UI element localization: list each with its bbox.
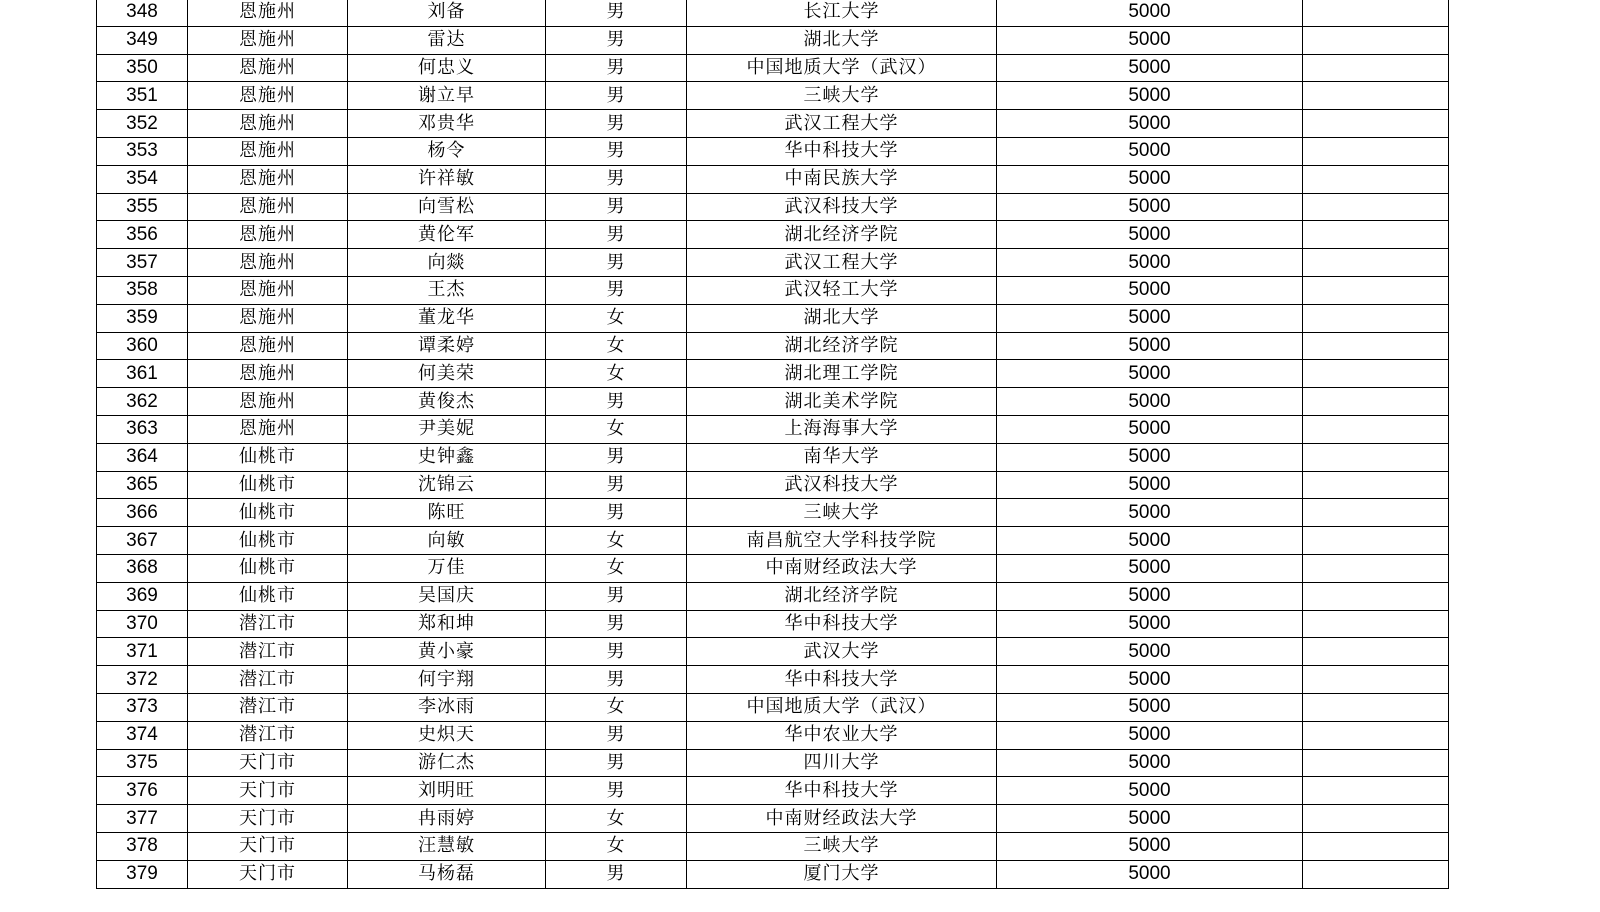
gender-cell: 男 [546,777,687,805]
region-cell: 仙桃市 [188,554,348,582]
amount-cell: 5000 [997,82,1303,110]
row-number-cell: 366 [97,499,188,527]
region-cell: 恩施州 [188,388,348,416]
row-number-cell: 358 [97,276,188,304]
region-cell: 恩施州 [188,137,348,165]
amount-cell: 5000 [997,554,1303,582]
table-row [97,221,1449,249]
region-cell: 恩施州 [188,54,348,82]
amount-cell: 5000 [997,276,1303,304]
gender-cell: 男 [546,26,687,54]
school-cell: 华中农业大学 [687,721,997,749]
table-row [97,276,1449,304]
student-name-cell: 许祥敏 [348,165,546,193]
amount-cell: 5000 [997,415,1303,443]
note-cell [1303,832,1449,860]
region-cell: 恩施州 [188,276,348,304]
amount-cell: 5000 [997,610,1303,638]
school-cell: 南昌航空大学科技学院 [687,527,997,555]
gender-cell: 男 [546,221,687,249]
student-name-cell: 王杰 [348,276,546,304]
school-cell: 湖北美术学院 [687,388,997,416]
student-name-cell: 马杨磊 [348,860,546,888]
table-row [97,165,1449,193]
amount-cell: 5000 [997,777,1303,805]
student-name-cell: 陈旺 [348,499,546,527]
region-cell: 恩施州 [188,82,348,110]
student-name-cell: 汪慧敏 [348,832,546,860]
note-cell [1303,666,1449,694]
amount-cell: 5000 [997,860,1303,888]
table-row [97,554,1449,582]
gender-cell: 女 [546,693,687,721]
gender-cell: 女 [546,805,687,833]
school-cell: 武汉工程大学 [687,249,997,277]
note-cell [1303,249,1449,277]
row-number-cell: 368 [97,554,188,582]
region-cell: 仙桃市 [188,443,348,471]
note-cell [1303,276,1449,304]
school-cell: 武汉大学 [687,638,997,666]
note-cell [1303,82,1449,110]
gender-cell: 男 [546,82,687,110]
student-name-cell: 黄俊杰 [348,388,546,416]
note-cell [1303,610,1449,638]
region-cell: 潜江市 [188,721,348,749]
note-cell [1303,388,1449,416]
table-row [97,582,1449,610]
note-cell [1303,805,1449,833]
student-name-cell: 郑和坤 [348,610,546,638]
row-number-cell: 362 [97,388,188,416]
region-cell: 天门市 [188,860,348,888]
region-cell: 恩施州 [188,165,348,193]
table-row [97,443,1449,471]
region-cell: 恩施州 [188,360,348,388]
amount-cell: 5000 [997,499,1303,527]
school-cell: 三峡大学 [687,832,997,860]
note-cell [1303,137,1449,165]
roster-body [97,0,1449,888]
table-row [97,415,1449,443]
gender-cell: 男 [546,443,687,471]
school-cell: 中南财经政法大学 [687,554,997,582]
amount-cell: 5000 [997,721,1303,749]
roster-sheet [96,0,1448,889]
note-cell [1303,193,1449,221]
roster-table [96,0,1449,889]
student-name-cell: 刘备 [348,0,546,26]
gender-cell: 女 [546,304,687,332]
table-row [97,360,1449,388]
row-number-cell: 349 [97,26,188,54]
school-cell: 湖北经济学院 [687,582,997,610]
gender-cell: 男 [546,638,687,666]
table-row [97,638,1449,666]
school-cell: 长江大学 [687,0,997,26]
gender-cell: 男 [546,249,687,277]
gender-cell: 男 [546,666,687,694]
note-cell [1303,777,1449,805]
row-number-cell: 361 [97,360,188,388]
student-name-cell: 谭柔婷 [348,332,546,360]
note-cell [1303,165,1449,193]
student-name-cell: 黄小豪 [348,638,546,666]
student-name-cell: 邓贵华 [348,110,546,138]
table-row [97,388,1449,416]
student-name-cell: 向敏 [348,527,546,555]
student-name-cell: 尹美妮 [348,415,546,443]
row-number-cell: 365 [97,471,188,499]
table-row [97,332,1449,360]
table-row [97,527,1449,555]
student-name-cell: 雷达 [348,26,546,54]
gender-cell: 男 [546,193,687,221]
note-cell [1303,0,1449,26]
student-name-cell: 谢立早 [348,82,546,110]
amount-cell: 5000 [997,332,1303,360]
row-number-cell: 353 [97,137,188,165]
gender-cell: 男 [546,860,687,888]
amount-cell: 5000 [997,26,1303,54]
amount-cell: 5000 [997,388,1303,416]
region-cell: 潜江市 [188,666,348,694]
amount-cell: 5000 [997,693,1303,721]
amount-cell: 5000 [997,360,1303,388]
table-row [97,304,1449,332]
amount-cell: 5000 [997,471,1303,499]
amount-cell: 5000 [997,193,1303,221]
amount-cell: 5000 [997,443,1303,471]
student-name-cell: 游仁杰 [348,749,546,777]
gender-cell: 男 [546,582,687,610]
note-cell [1303,221,1449,249]
gender-cell: 男 [546,721,687,749]
table-row [97,860,1449,888]
region-cell: 仙桃市 [188,471,348,499]
note-cell [1303,749,1449,777]
table-row [97,777,1449,805]
school-cell: 湖北经济学院 [687,221,997,249]
row-number-cell: 360 [97,332,188,360]
row-number-cell: 363 [97,415,188,443]
student-name-cell: 史炽天 [348,721,546,749]
region-cell: 恩施州 [188,110,348,138]
note-cell [1303,304,1449,332]
school-cell: 华中科技大学 [687,610,997,638]
note-cell [1303,415,1449,443]
region-cell: 仙桃市 [188,499,348,527]
student-name-cell: 杨令 [348,137,546,165]
school-cell: 华中科技大学 [687,137,997,165]
table-row [97,499,1449,527]
table-row [97,26,1449,54]
student-name-cell: 黄伦军 [348,221,546,249]
row-number-cell: 370 [97,610,188,638]
student-name-cell: 何美荣 [348,360,546,388]
amount-cell: 5000 [997,137,1303,165]
student-name-cell: 刘明旺 [348,777,546,805]
table-row [97,471,1449,499]
note-cell [1303,54,1449,82]
table-row [97,805,1449,833]
table-row [97,137,1449,165]
row-number-cell: 355 [97,193,188,221]
student-name-cell: 何宇翔 [348,666,546,694]
student-name-cell: 李冰雨 [348,693,546,721]
student-name-cell: 沈锦云 [348,471,546,499]
school-cell: 厦门大学 [687,860,997,888]
gender-cell: 女 [546,527,687,555]
school-cell: 武汉轻工大学 [687,276,997,304]
gender-cell: 男 [546,749,687,777]
amount-cell: 5000 [997,221,1303,249]
school-cell: 武汉科技大学 [687,471,997,499]
gender-cell: 男 [546,471,687,499]
student-name-cell: 何忠义 [348,54,546,82]
region-cell: 恩施州 [188,0,348,26]
school-cell: 三峡大学 [687,499,997,527]
student-name-cell: 史钟鑫 [348,443,546,471]
note-cell [1303,554,1449,582]
student-name-cell: 向雪松 [348,193,546,221]
row-number-cell: 350 [97,54,188,82]
gender-cell: 男 [546,499,687,527]
region-cell: 天门市 [188,805,348,833]
row-number-cell: 375 [97,749,188,777]
amount-cell: 5000 [997,832,1303,860]
table-row [97,666,1449,694]
row-number-cell: 351 [97,82,188,110]
amount-cell: 5000 [997,805,1303,833]
gender-cell: 男 [546,0,687,26]
gender-cell: 男 [546,388,687,416]
row-number-cell: 372 [97,666,188,694]
gender-cell: 男 [546,137,687,165]
table-row [97,82,1449,110]
row-number-cell: 356 [97,221,188,249]
row-number-cell: 379 [97,860,188,888]
region-cell: 恩施州 [188,332,348,360]
region-cell: 恩施州 [188,415,348,443]
school-cell: 上海海事大学 [687,415,997,443]
note-cell [1303,582,1449,610]
row-number-cell: 364 [97,443,188,471]
school-cell: 中国地质大学（武汉） [687,54,997,82]
school-cell: 三峡大学 [687,82,997,110]
gender-cell: 女 [546,832,687,860]
region-cell: 潜江市 [188,693,348,721]
region-cell: 天门市 [188,749,348,777]
student-name-cell: 董龙华 [348,304,546,332]
student-name-cell: 冉雨婷 [348,805,546,833]
table-row [97,0,1449,26]
row-number-cell: 373 [97,693,188,721]
amount-cell: 5000 [997,54,1303,82]
amount-cell: 5000 [997,110,1303,138]
note-cell [1303,332,1449,360]
gender-cell: 男 [546,276,687,304]
school-cell: 南华大学 [687,443,997,471]
region-cell: 恩施州 [188,249,348,277]
row-number-cell: 376 [97,777,188,805]
region-cell: 天门市 [188,777,348,805]
amount-cell: 5000 [997,527,1303,555]
school-cell: 湖北经济学院 [687,332,997,360]
note-cell [1303,443,1449,471]
region-cell: 恩施州 [188,304,348,332]
table-row [97,693,1449,721]
table-row [97,54,1449,82]
school-cell: 中南财经政法大学 [687,805,997,833]
table-row [97,610,1449,638]
school-cell: 中南民族大学 [687,165,997,193]
table-row [97,110,1449,138]
region-cell: 恩施州 [188,26,348,54]
table-row [97,249,1449,277]
region-cell: 天门市 [188,832,348,860]
row-number-cell: 352 [97,110,188,138]
amount-cell: 5000 [997,749,1303,777]
amount-cell: 5000 [997,249,1303,277]
table-row [97,749,1449,777]
table-row [97,193,1449,221]
region-cell: 潜江市 [188,638,348,666]
row-number-cell: 378 [97,832,188,860]
school-cell: 武汉科技大学 [687,193,997,221]
school-cell: 华中科技大学 [687,666,997,694]
table-row [97,721,1449,749]
note-cell [1303,721,1449,749]
region-cell: 潜江市 [188,610,348,638]
region-cell: 恩施州 [188,221,348,249]
row-number-cell: 354 [97,165,188,193]
row-number-cell: 369 [97,582,188,610]
gender-cell: 男 [546,610,687,638]
gender-cell: 男 [546,110,687,138]
note-cell [1303,499,1449,527]
note-cell [1303,860,1449,888]
row-number-cell: 377 [97,805,188,833]
note-cell [1303,110,1449,138]
row-number-cell: 374 [97,721,188,749]
amount-cell: 5000 [997,304,1303,332]
gender-cell: 女 [546,360,687,388]
note-cell [1303,638,1449,666]
student-name-cell: 万佳 [348,554,546,582]
gender-cell: 男 [546,54,687,82]
row-number-cell: 367 [97,527,188,555]
school-cell: 湖北大学 [687,304,997,332]
school-cell: 华中科技大学 [687,777,997,805]
amount-cell: 5000 [997,165,1303,193]
amount-cell: 5000 [997,582,1303,610]
note-cell [1303,360,1449,388]
school-cell: 湖北大学 [687,26,997,54]
gender-cell: 男 [546,165,687,193]
school-cell: 武汉工程大学 [687,110,997,138]
note-cell [1303,471,1449,499]
note-cell [1303,693,1449,721]
student-name-cell: 向燚 [348,249,546,277]
amount-cell: 5000 [997,638,1303,666]
row-number-cell: 348 [97,0,188,26]
row-number-cell: 359 [97,304,188,332]
region-cell: 仙桃市 [188,582,348,610]
school-cell: 湖北理工学院 [687,360,997,388]
note-cell [1303,26,1449,54]
school-cell: 四川大学 [687,749,997,777]
amount-cell: 5000 [997,0,1303,26]
table-row [97,832,1449,860]
region-cell: 仙桃市 [188,527,348,555]
amount-cell: 5000 [997,666,1303,694]
row-number-cell: 357 [97,249,188,277]
gender-cell: 女 [546,554,687,582]
student-name-cell: 吴国庆 [348,582,546,610]
region-cell: 恩施州 [188,193,348,221]
note-cell [1303,527,1449,555]
school-cell: 中国地质大学（武汉） [687,693,997,721]
gender-cell: 女 [546,415,687,443]
row-number-cell: 371 [97,638,188,666]
gender-cell: 女 [546,332,687,360]
